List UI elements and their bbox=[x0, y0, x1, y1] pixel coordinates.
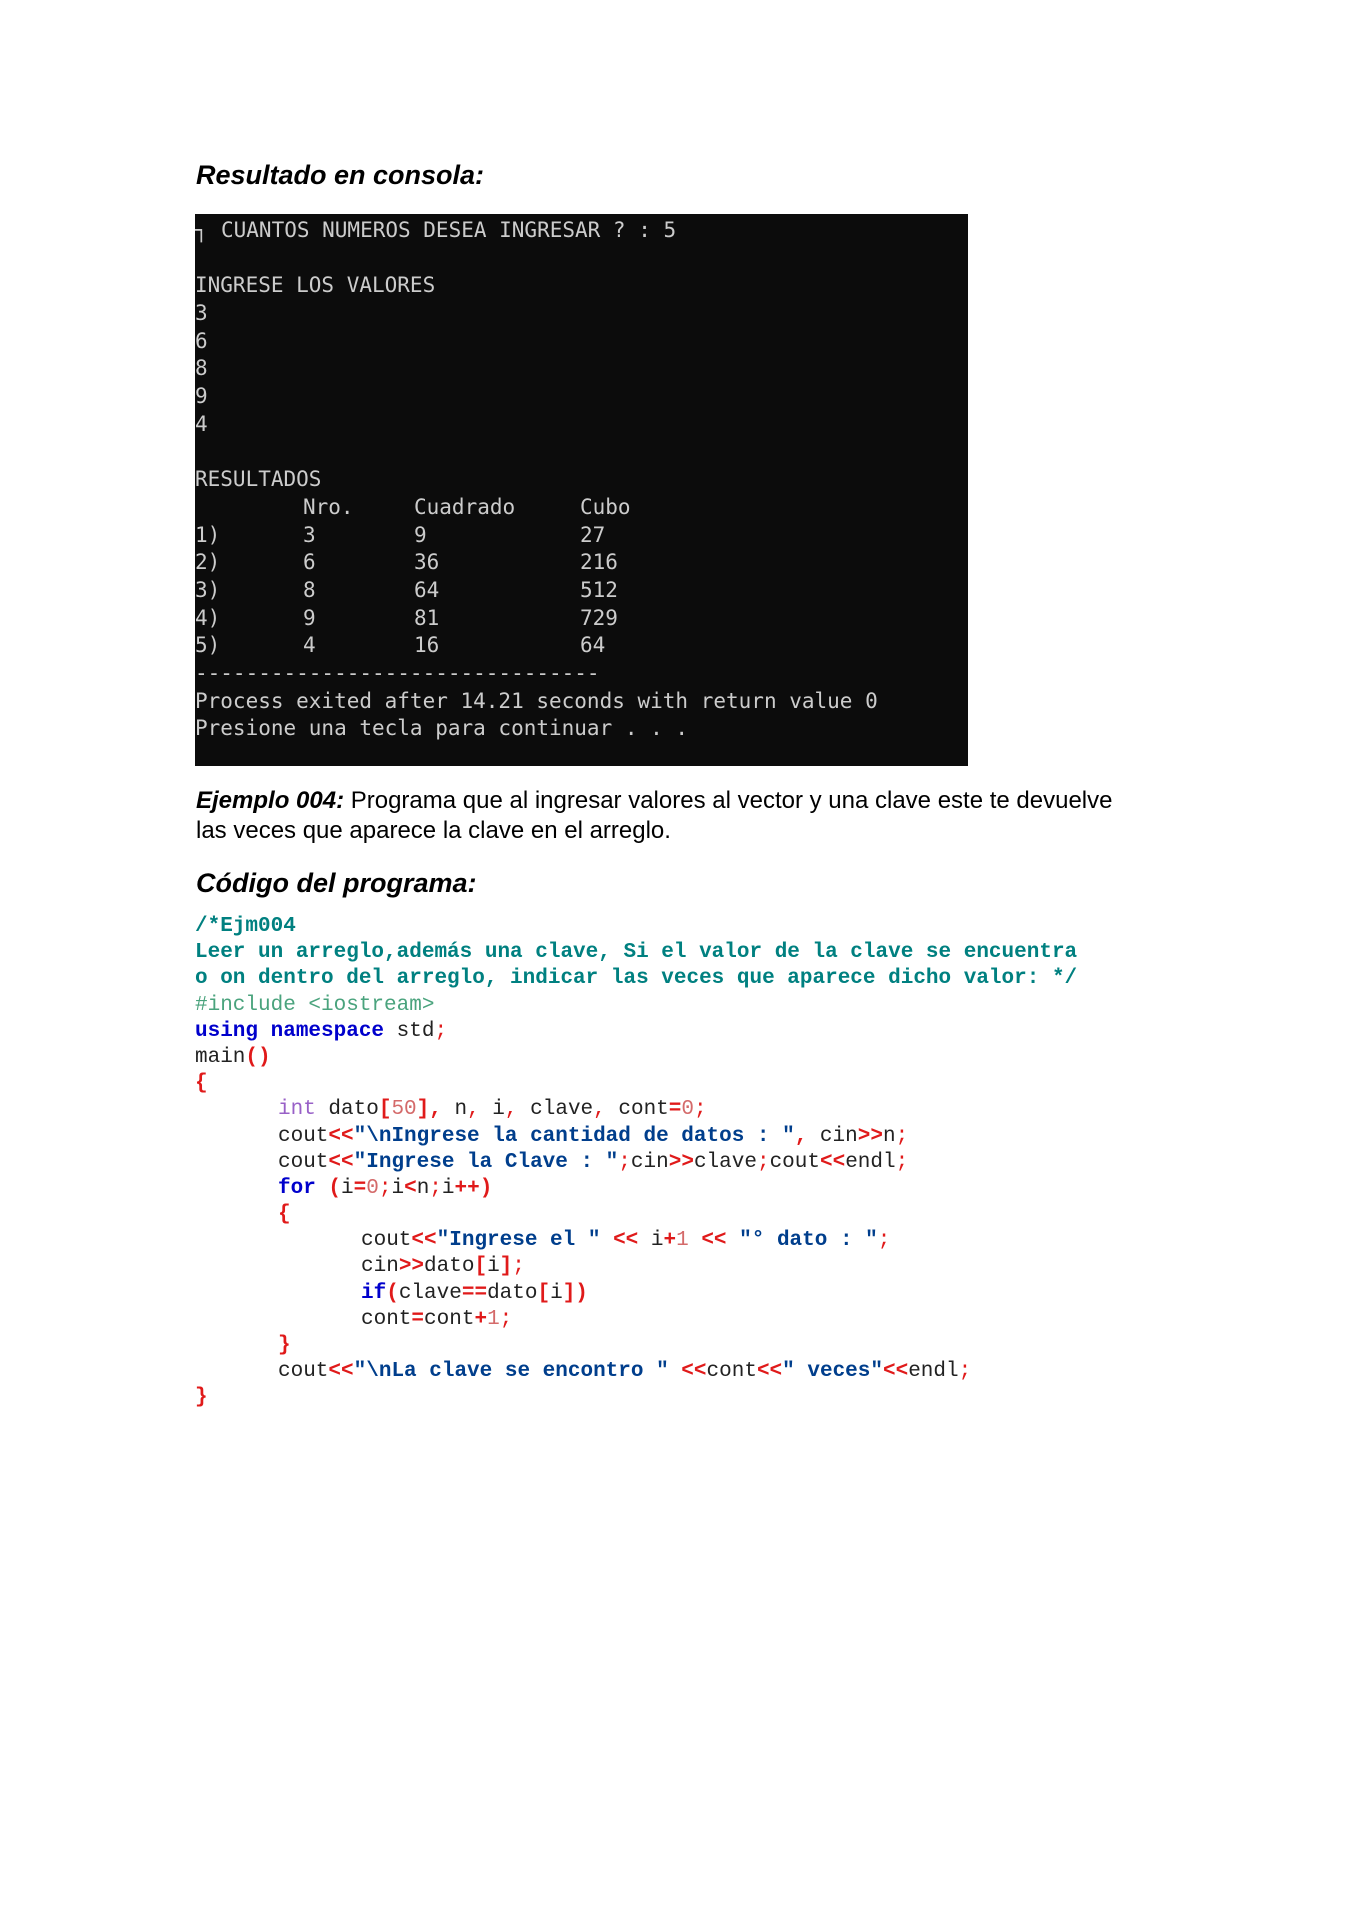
code-line bbox=[195, 1071, 1175, 1097]
code-line bbox=[195, 1333, 1175, 1359]
console-value: 8 bbox=[195, 356, 208, 381]
console-value: 4 bbox=[195, 411, 208, 436]
code-line bbox=[195, 914, 1175, 940]
console-table-row bbox=[195, 632, 968, 660]
console-output bbox=[195, 214, 968, 766]
code-token: [ bbox=[537, 1281, 551, 1305]
code-token: cout bbox=[278, 1150, 329, 1174]
code-line bbox=[195, 1176, 1175, 1202]
row-cuadrado: 36 bbox=[414, 550, 440, 575]
row-cuadrado: 81 bbox=[414, 605, 440, 630]
code-token: i bbox=[341, 1176, 354, 1200]
code-line bbox=[195, 1359, 1175, 1385]
code-token: cont bbox=[605, 1098, 669, 1122]
code-token: cout bbox=[361, 1229, 412, 1253]
code-token: "\nLa clave se encontro " bbox=[353, 1360, 669, 1384]
code-token: ++) bbox=[454, 1176, 493, 1200]
code-token: 1 bbox=[676, 1229, 689, 1253]
code-line bbox=[195, 940, 1175, 966]
code-token: { bbox=[278, 1203, 291, 1227]
code-token: >> bbox=[668, 1150, 694, 1174]
code-token: n bbox=[441, 1098, 468, 1122]
code-token: cin bbox=[630, 1150, 669, 1174]
code-token: if bbox=[361, 1281, 387, 1305]
code-line bbox=[195, 966, 1175, 992]
code-token: ( bbox=[315, 1176, 342, 1200]
code-token: () bbox=[245, 1045, 271, 1069]
code-line bbox=[195, 1385, 1175, 1411]
code-token bbox=[195, 1125, 278, 1148]
code-token: ; bbox=[756, 1150, 770, 1174]
code-line bbox=[195, 1045, 1175, 1071]
code-token: int bbox=[278, 1098, 316, 1122]
row-cubo: 512 bbox=[580, 577, 618, 602]
code-token: cont bbox=[361, 1307, 412, 1331]
row-nro: 8 bbox=[303, 577, 316, 602]
code-line bbox=[195, 1019, 1175, 1045]
code-token: = bbox=[411, 1307, 425, 1331]
console-table-row bbox=[195, 549, 968, 577]
code-token: << bbox=[328, 1360, 354, 1384]
code-token: ; bbox=[499, 1307, 513, 1331]
code-line bbox=[195, 1124, 1175, 1150]
row-cuadrado: 64 bbox=[414, 577, 440, 602]
code-token bbox=[195, 1151, 278, 1174]
console-value: 6 bbox=[195, 328, 208, 353]
code-token: main bbox=[195, 1045, 246, 1069]
code-token: i bbox=[441, 1176, 455, 1200]
code-token: << bbox=[600, 1229, 651, 1253]
row-cubo: 729 bbox=[580, 605, 618, 630]
code-token: ; bbox=[895, 1150, 909, 1174]
code-token: << bbox=[688, 1229, 740, 1253]
row-cubo: 216 bbox=[580, 550, 618, 575]
code-token: , bbox=[504, 1098, 518, 1122]
code-token: << bbox=[756, 1360, 783, 1384]
console-blank-line bbox=[195, 439, 968, 467]
code-token: dato bbox=[487, 1281, 538, 1305]
code-token: cont bbox=[706, 1360, 757, 1384]
header-nro: Nro. bbox=[303, 494, 354, 519]
code-token: ; bbox=[512, 1255, 525, 1279]
code-token: , bbox=[467, 1098, 480, 1122]
code-token: i bbox=[479, 1098, 505, 1122]
console-separator: -------------------------------- bbox=[195, 661, 600, 685]
code-token: ; bbox=[618, 1150, 631, 1174]
example-text-line2: las veces que aparece la clave en el arreglo. bbox=[196, 817, 671, 844]
code-token: i bbox=[487, 1255, 500, 1279]
code-token bbox=[195, 1360, 278, 1383]
code-token: cout bbox=[769, 1150, 820, 1174]
code-token bbox=[195, 1177, 278, 1200]
code-token: } bbox=[278, 1334, 291, 1357]
code-token: dato bbox=[315, 1098, 379, 1122]
code-token bbox=[195, 1308, 361, 1331]
code-token: " veces" bbox=[782, 1360, 883, 1384]
code-token: } bbox=[195, 1386, 208, 1410]
code-token: dato bbox=[424, 1255, 475, 1279]
console-table-row bbox=[195, 522, 968, 550]
code-heading: Código del programa: bbox=[196, 868, 477, 898]
code-token: [ bbox=[378, 1098, 392, 1122]
code-line bbox=[195, 1307, 1175, 1333]
code-token: << bbox=[819, 1150, 846, 1174]
row-nro: 3 bbox=[303, 522, 316, 547]
code-token bbox=[195, 1203, 278, 1226]
code-token: ; bbox=[429, 1176, 442, 1200]
code-listing bbox=[195, 914, 1175, 1412]
code-token: cin bbox=[807, 1124, 858, 1148]
code-token: ; bbox=[434, 1019, 448, 1043]
code-token: "° dato : " bbox=[739, 1229, 878, 1253]
code-line bbox=[195, 1202, 1175, 1228]
code-line bbox=[195, 1281, 1175, 1307]
code-token: < bbox=[404, 1176, 417, 1200]
console-table-header bbox=[195, 494, 968, 522]
code-token: cin bbox=[361, 1255, 399, 1279]
code-token: cout bbox=[278, 1360, 329, 1384]
console-ingrese: INGRESE LOS VALORES bbox=[195, 273, 436, 298]
code-token bbox=[195, 1229, 361, 1252]
code-token: << bbox=[328, 1124, 354, 1148]
code-token: "Ingrese la Clave : " bbox=[353, 1150, 619, 1174]
code-token: + bbox=[663, 1229, 677, 1253]
code-token: ; bbox=[958, 1360, 972, 1384]
code-token: ], bbox=[416, 1098, 442, 1122]
code-token: i bbox=[550, 1281, 563, 1305]
code-token: { bbox=[195, 1072, 208, 1096]
row-index: 4) bbox=[195, 605, 221, 630]
console-resultados: RESULTADOS bbox=[195, 467, 322, 492]
code-token: using namespace bbox=[195, 1019, 385, 1043]
code-line bbox=[195, 1228, 1175, 1254]
code-token: ] bbox=[499, 1255, 513, 1279]
console-continue-line: Presione una tecla para continuar . . . bbox=[195, 716, 689, 741]
console-value: 9 bbox=[195, 384, 208, 409]
code-token: i bbox=[650, 1229, 664, 1253]
row-index: 3) bbox=[195, 577, 221, 602]
code-token: ( bbox=[386, 1281, 399, 1305]
code-token bbox=[195, 1334, 278, 1357]
code-token: << bbox=[328, 1150, 354, 1174]
code-line bbox=[195, 1150, 1175, 1176]
code-token: o on dentro del arreglo, indicar las veces que aparece dicho valor: */ bbox=[195, 967, 1078, 991]
code-token: clave bbox=[398, 1281, 462, 1305]
code-token: for bbox=[278, 1176, 316, 1200]
code-token: n bbox=[882, 1124, 896, 1148]
header-cuadrado: Cuadrado bbox=[414, 494, 516, 519]
code-token: == bbox=[461, 1281, 488, 1305]
row-index: 1) bbox=[195, 522, 221, 547]
result-heading: Resultado en consola: bbox=[196, 160, 485, 190]
console-prompt: CUANTOS NUMEROS DESEA INGRESAR ? : 5 bbox=[221, 218, 677, 242]
code-token: ; bbox=[895, 1124, 909, 1148]
code-token: = bbox=[353, 1176, 367, 1200]
example-description bbox=[196, 786, 1176, 846]
code-token: Leer un arreglo,además una clave, Si el valor de la clave se encuentra bbox=[195, 941, 1078, 965]
code-line bbox=[195, 993, 1175, 1019]
row-cuadrado: 9 bbox=[414, 522, 427, 547]
row-nro: 9 bbox=[303, 605, 316, 630]
console-value: 3 bbox=[195, 301, 208, 326]
code-token: clave bbox=[693, 1150, 757, 1174]
console-table-row bbox=[195, 577, 968, 605]
code-token: "Ingrese el " bbox=[436, 1229, 601, 1253]
console-table-row bbox=[195, 605, 968, 633]
code-token: >> bbox=[398, 1255, 425, 1279]
code-token: /*Ejm004 bbox=[195, 915, 296, 938]
code-token bbox=[195, 1255, 361, 1278]
code-token: ; bbox=[877, 1229, 891, 1253]
row-index: 5) bbox=[195, 633, 221, 658]
console-exit-line: Process exited after 14.21 seconds with return value 0 bbox=[195, 688, 878, 713]
code-token: std bbox=[384, 1019, 435, 1043]
code-token: "\nIngrese la cantidad de datos : " bbox=[353, 1124, 795, 1148]
code-token: 50 bbox=[391, 1098, 417, 1122]
console-prompt-line bbox=[195, 217, 968, 245]
code-token bbox=[195, 1098, 278, 1121]
code-token: 0 bbox=[681, 1098, 694, 1122]
code-token: n bbox=[416, 1176, 430, 1200]
code-token: endl bbox=[908, 1360, 959, 1384]
header-cubo: Cubo bbox=[580, 494, 631, 519]
code-token: << bbox=[668, 1360, 707, 1384]
code-token: << bbox=[411, 1229, 437, 1253]
example-text-line1: Programa que al ingresar valores al vector y una clave este te devuelve bbox=[344, 787, 1113, 814]
code-token: ; bbox=[694, 1098, 707, 1122]
code-token: = bbox=[668, 1098, 682, 1122]
code-token: [ bbox=[474, 1255, 488, 1279]
console-blank-line bbox=[195, 245, 968, 273]
code-token: 1 bbox=[487, 1307, 500, 1331]
code-token: ; bbox=[378, 1176, 392, 1200]
row-cubo: 27 bbox=[580, 522, 606, 547]
code-token: , bbox=[794, 1124, 808, 1148]
code-token bbox=[195, 1282, 361, 1305]
code-token: i bbox=[391, 1176, 405, 1200]
row-cubo: 64 bbox=[580, 633, 606, 658]
row-cuadrado: 16 bbox=[414, 633, 440, 658]
code-token: cout bbox=[278, 1124, 329, 1148]
code-token: endl bbox=[845, 1150, 896, 1174]
code-token: + bbox=[474, 1307, 488, 1331]
code-token: >> bbox=[857, 1124, 883, 1148]
row-nro: 4 bbox=[303, 633, 316, 658]
console-window-mark: ┐ bbox=[195, 218, 208, 242]
code-token: clave bbox=[517, 1098, 594, 1122]
code-token: 0 bbox=[366, 1176, 379, 1200]
code-line bbox=[195, 1097, 1175, 1123]
code-token: , bbox=[593, 1098, 606, 1122]
code-token: ]) bbox=[562, 1281, 588, 1305]
code-token: #include <iostream> bbox=[195, 993, 435, 1017]
code-line bbox=[195, 1254, 1175, 1280]
row-index: 2) bbox=[195, 550, 221, 575]
row-nro: 6 bbox=[303, 550, 316, 575]
example-label: Ejemplo 004: bbox=[196, 787, 345, 814]
code-token: << bbox=[882, 1360, 909, 1384]
code-token: cont bbox=[424, 1307, 475, 1331]
